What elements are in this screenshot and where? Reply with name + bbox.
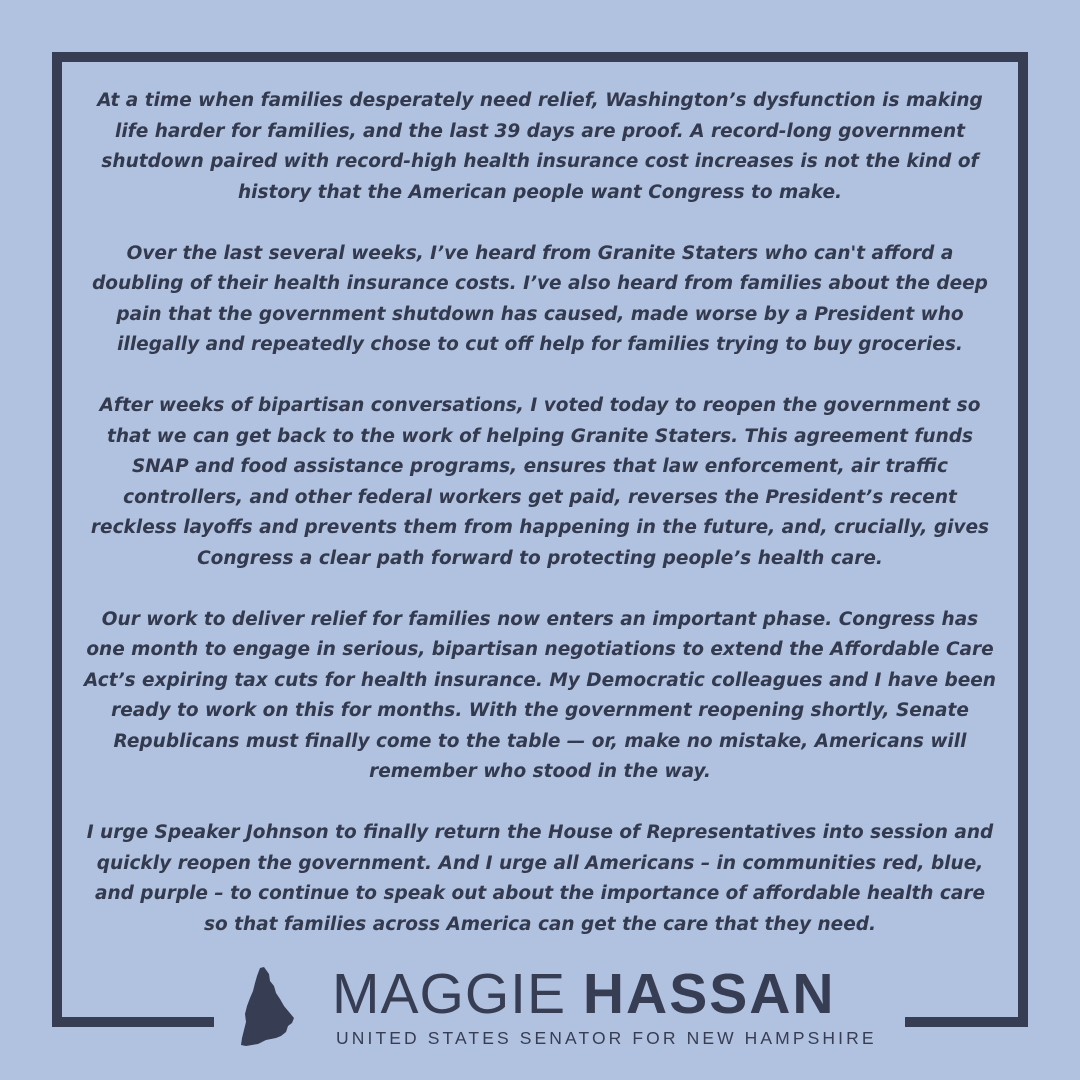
- frame-bottom-right-border: [905, 1017, 1028, 1027]
- new-hampshire-state-icon: [236, 966, 298, 1050]
- frame-top-border: [52, 52, 1028, 62]
- senator-last-name: HASSAN: [582, 962, 836, 1026]
- statement-paragraph: Over the last several weeks, I’ve heard from Granite Staters who can't afford a doubling of their health insurance costs. I’ve also heard from families about the deep pain that the government shutdown has caused, made worse by a President who illegally and repeatedly chose to cut off help for families trying to buy groceries.: [92, 242, 988, 355]
- statement-paragraph: Our work to deliver relief for families now enters an important phase. Congress has one month to engage in serious, bipartisan negotiations to extend the Affordable Care Act’s expiring tax cuts for health insurance. My Democratic colleagues and I have been ready to work on this for months. With the government reopening shortly, Senate Republicans must finally come to the table — or, make no mistake, Americans will remember who stood in the way.: [84, 608, 996, 782]
- frame-left-border: [52, 52, 62, 1027]
- statement-paragraph: After weeks of bipartisan conversations, I voted today to reopen the government so that we can get back to the work of helping Granite Staters. This agreement funds SNAP and food assistance programs, ensures that law enforcement, air traffic controllers, and other federal workers get paid, reverses the President’s recent reckless layoffs and prevents them from happening in the future, and, crucially, gives Congress a clear path forward to protecting people’s health care.: [90, 395, 990, 569]
- frame-right-border: [1018, 52, 1028, 1027]
- senator-signature-logo: [236, 962, 886, 1056]
- senator-first-name: MAGGIE: [332, 962, 567, 1026]
- statement-body: [84, 86, 996, 940]
- statement-paragraph: At a time when families desperately need relief, Washington’s dysfunction is making life harder for families, and the last 39 days are proof. A record-long government shutdown paired with record-high health insurance cost increases is not the kind of history that the American people want Congress to make.: [97, 90, 983, 203]
- statement-paragraph: I urge Speaker Johnson to finally return the House of Representatives into session and quickly reopen the government. And I urge all Americans – in communities red, blue, and purple – to continue to speak out about the importance of affordable health care so that families across America can get the care that they need.: [86, 822, 994, 935]
- senator-title: UNITED STATES SENATOR FOR NEW HAMPSHIRE: [336, 1028, 877, 1048]
- senator-name: [332, 964, 836, 1024]
- frame-bottom-left-border: [52, 1017, 214, 1027]
